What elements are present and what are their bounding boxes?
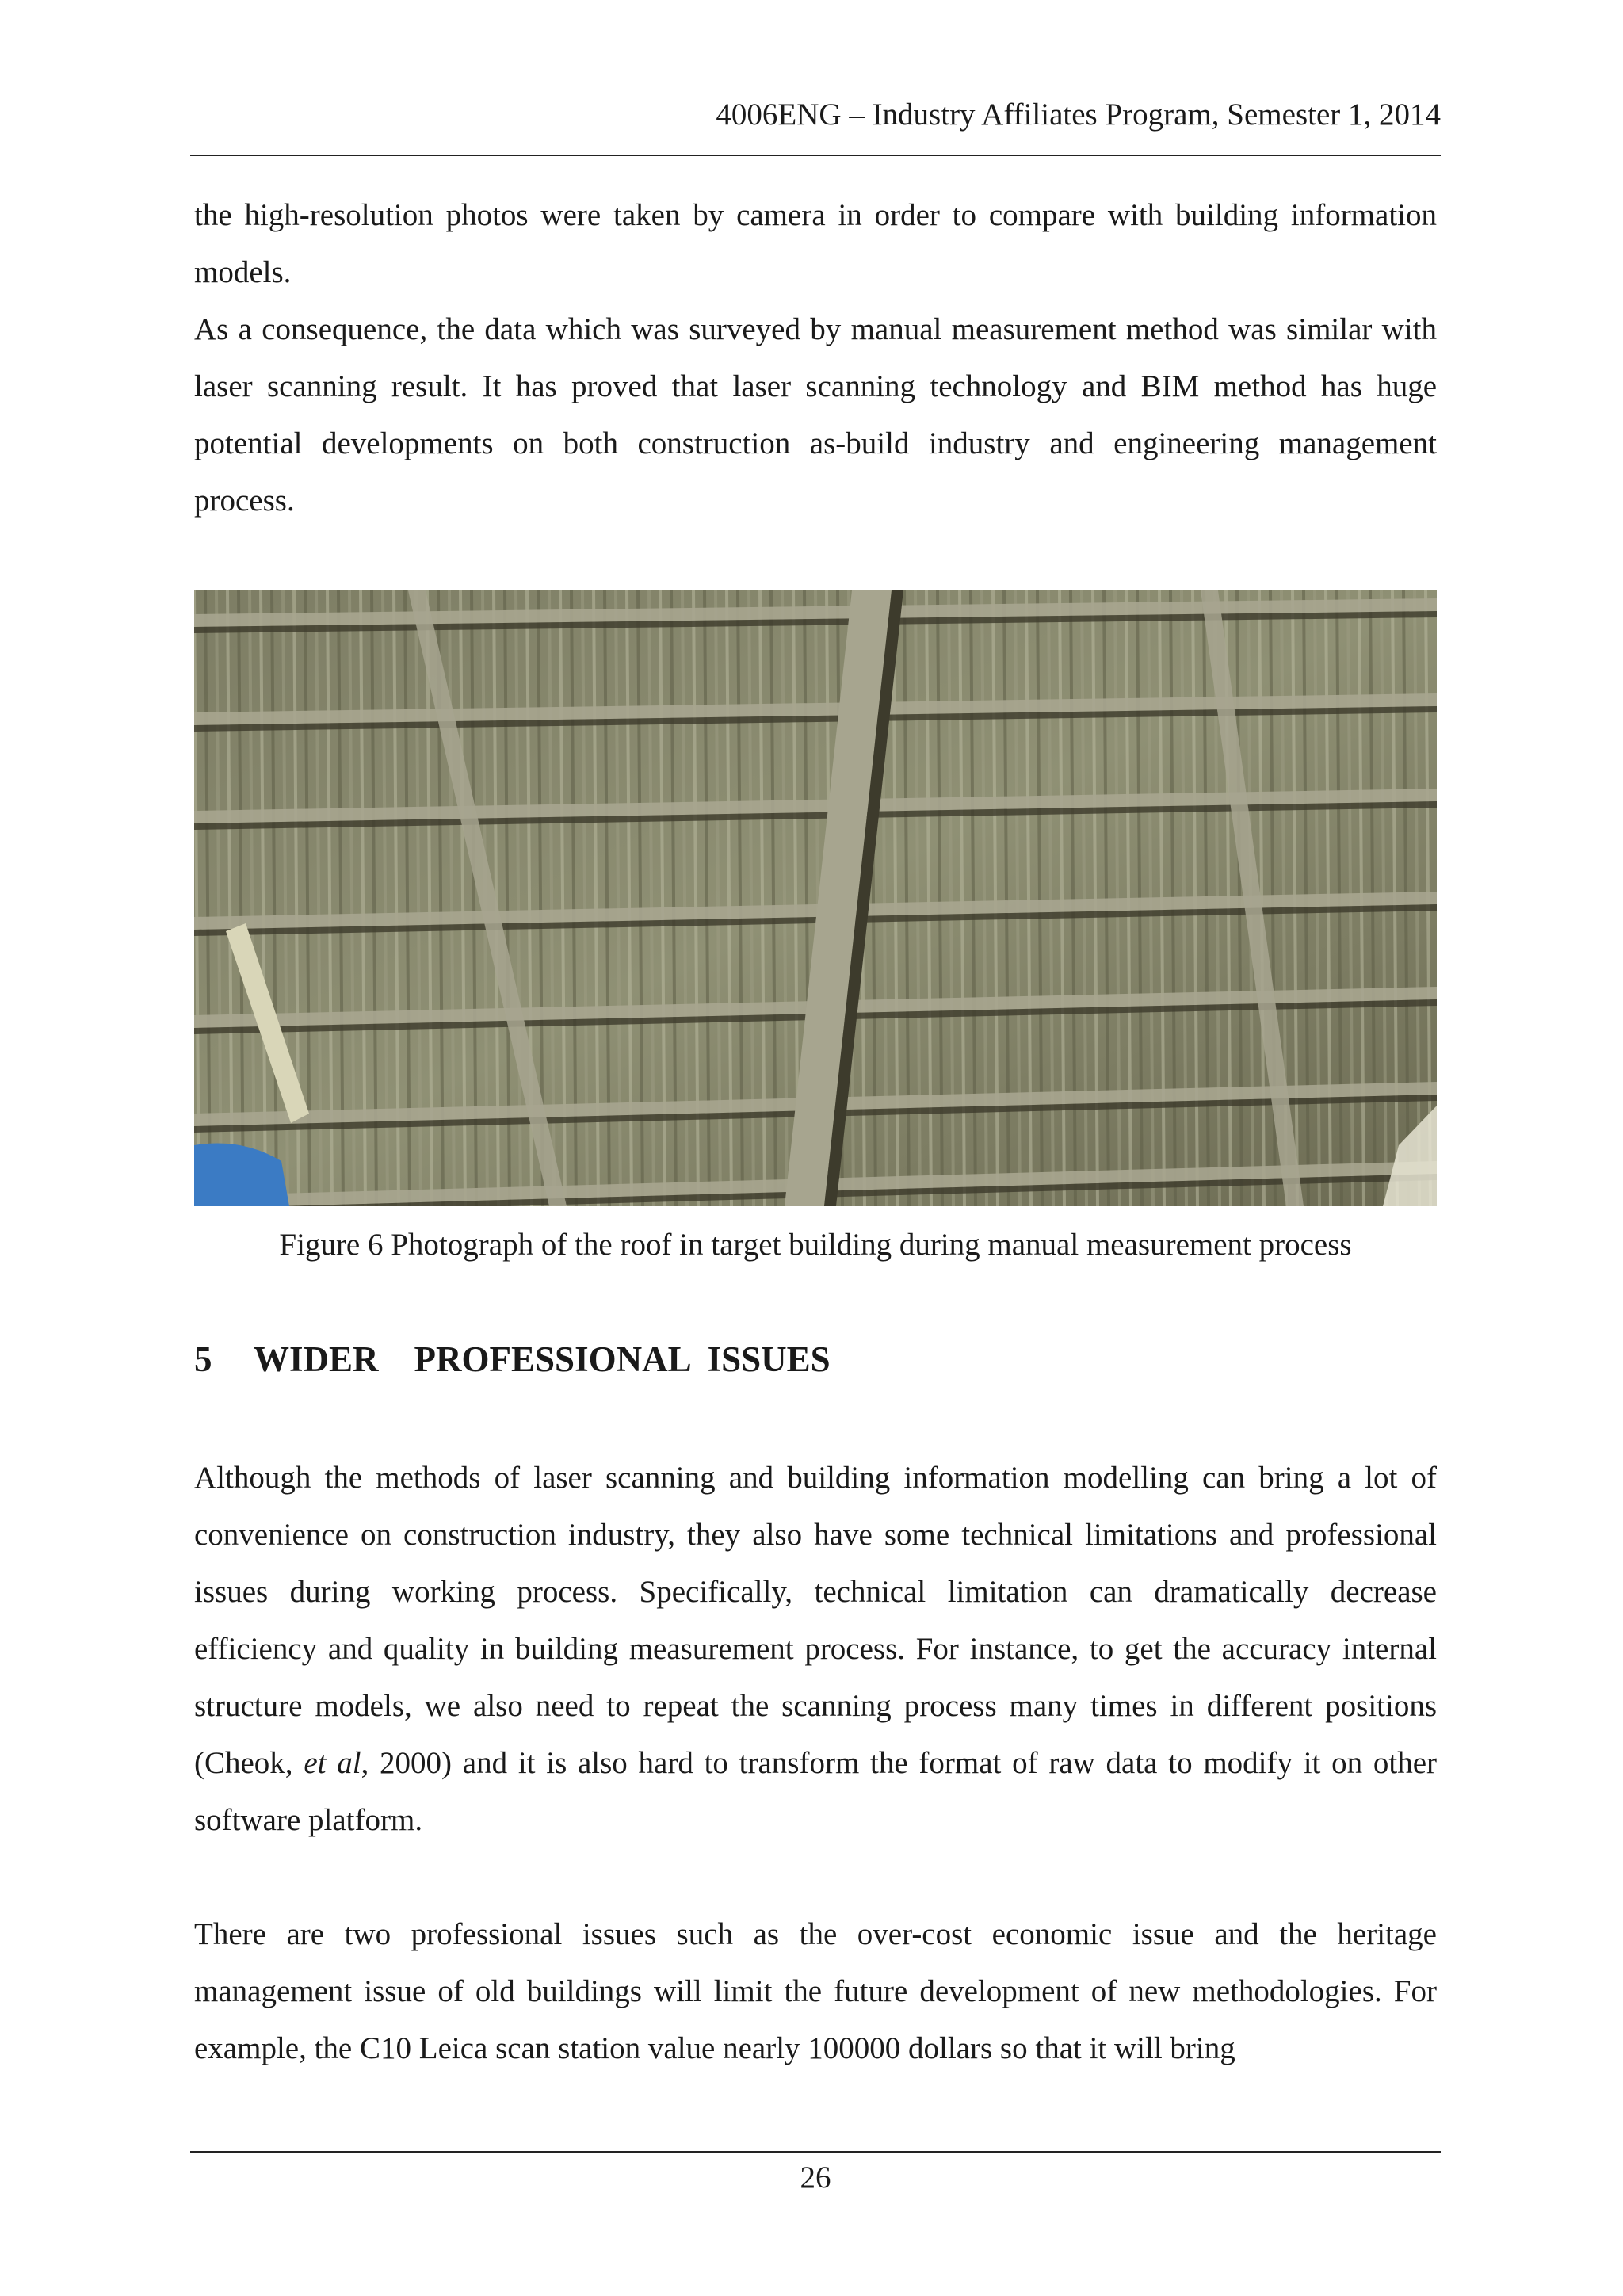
section-paragraph-1: [194, 1450, 1437, 1849]
paragraph-continuation: the high-resolution photos were taken by camera in order to compare with building information models.: [194, 198, 1437, 289]
paragraph-limitations: [194, 1450, 1437, 1849]
roof-photograph-image: [194, 590, 1437, 1206]
running-header: 4006ENG – Industry Affiliates Program, Semester 1, 2014: [716, 97, 1441, 132]
section-title: WIDER PROFESSIONAL ISSUES: [254, 1339, 831, 1379]
section-number: 5: [194, 1339, 212, 1379]
paragraph-professional-issues: There are two professional issues such as the over-cost economic issue and the heritage management issue of old buildings will limit the future development of new methodologies. For example, the C10 Leica scan station value nearly 100000 dollars so that it will bring: [194, 1917, 1437, 2065]
citation-et-al: et al: [304, 1746, 361, 1780]
section-paragraph-2: [194, 1906, 1437, 2077]
footer-rule: [190, 2151, 1441, 2153]
header-rule: [190, 155, 1441, 156]
paragraph-consequence: As a consequence, the data which was surveyed by manual measurement method was similar with laser scanning result. It has proved that laser scanning technology and BIM method has huge potential developments on both construction as-build industry and engineering management process.: [194, 312, 1437, 518]
paragraph-text: Although the methods of laser scanning and building information modelling can bring a lot of convenience on construction industry, they also have some technical limitations and professional issues during working process. Specifically, technical limitation can dramatically decrease efficiency and quality in building measurement process. For instance, to get the accuracy internal structure models, we also need to repeat the scanning process many times in different positions (Cheok,: [194, 1461, 1437, 1780]
section-heading: [194, 1335, 831, 1383]
page-number: 26: [800, 2160, 831, 2195]
intro-text: [194, 187, 1437, 529]
roof-photograph: [194, 590, 1437, 1206]
paragraph-text: , 2000) and it is also hard to transform the format of raw data to modify it on other software platform.: [194, 1746, 1438, 1837]
figure-caption: Figure 6 Photograph of the roof in target building during manual measurement process: [279, 1228, 1352, 1262]
